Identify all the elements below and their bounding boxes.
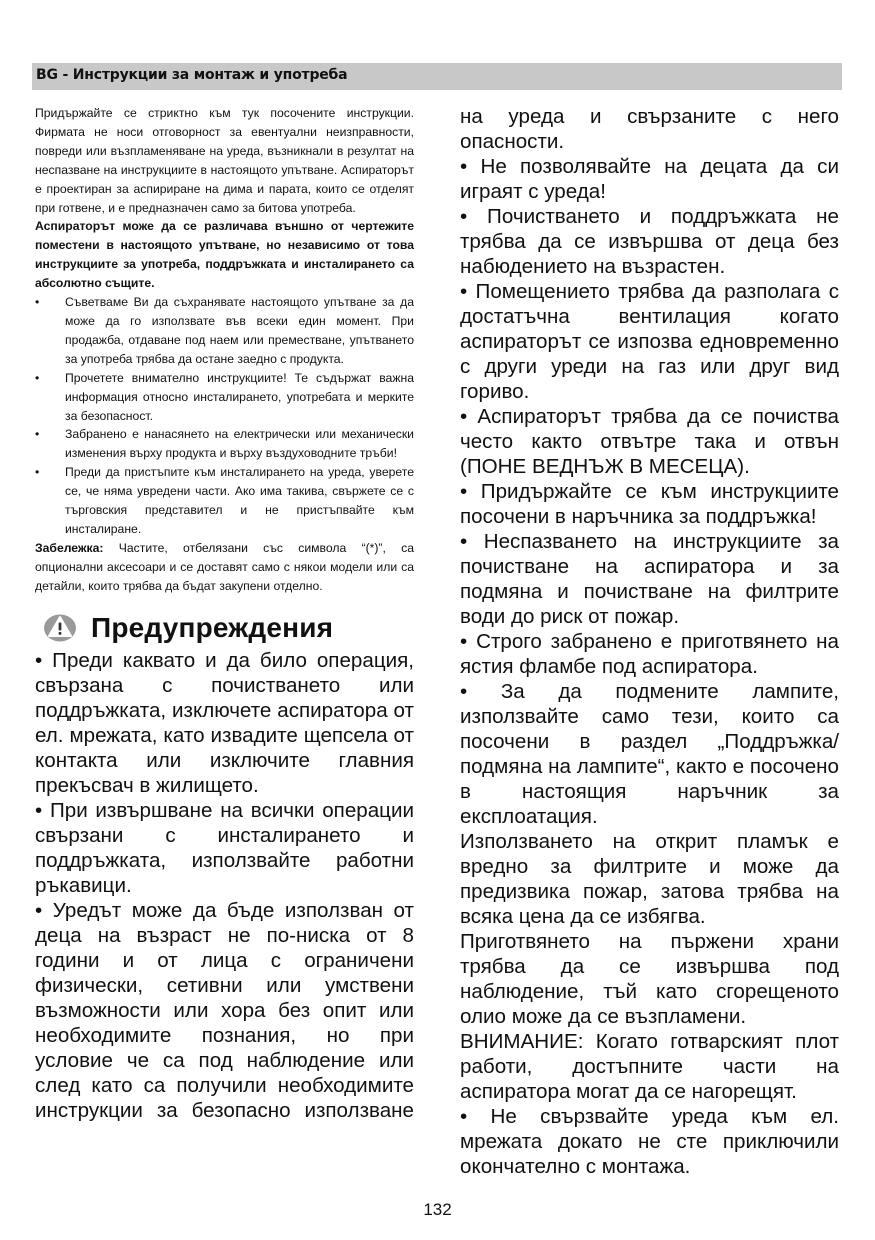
list-item bbox=[35, 463, 414, 539]
list-item bbox=[35, 293, 414, 369]
right-paragraph: • Придържайте се към инструкциите посочени в наръчника за поддръжка! bbox=[460, 480, 839, 528]
warning-paragraph: • При извършване на всички операции свързани с инсталирането и поддръжката, използвайте работни ръкавици. bbox=[35, 798, 414, 897]
right-paragraph: • Аспираторът трябва да се почиства често както отвътре така и отвън (ПОНЕ ВЕДНЪЖ В МЕСЕЦА). bbox=[460, 405, 839, 478]
left-column bbox=[35, 104, 414, 1123]
warning-paragraph: • Преди каквато и да било операция, свързана с почистването или поддръжката, изключете аспиратора от ел. мрежата, като извадите щепсела от контакта или изключите главния прекъсвач в жилището. bbox=[35, 648, 414, 797]
header-title: Инструкции за монтаж и употреба bbox=[72, 67, 348, 83]
header-bar bbox=[32, 63, 842, 90]
note-text: Частите, отбелязани със символа “(*)”, са опционални аксесоари и се доставят само с някои модели или са детайли, които трябва да бъдат закупени отделно. bbox=[35, 540, 414, 593]
list-item-text: Забранено е нанасянето на електрически или механически изменения върху продукта и върху въздуховодните тръби! bbox=[65, 427, 414, 461]
right-paragraph: на уреда и свързаните с него опасности. bbox=[460, 105, 839, 153]
right-paragraph: • Почистването и поддръжката не трябва да се извършва от деца без набюдението на възрастен. bbox=[460, 205, 839, 278]
right-paragraph: • За да подмените лампите, използвайте само тези, които са посочени в раздел „Поддръжка/подмяна на лампите“, както е посочено в настоящия наръчник за експлоатация. bbox=[460, 680, 839, 828]
right-paragraph: • Не позволявайте на децата да си играят с уреда! bbox=[460, 155, 839, 203]
right-paragraph: • Не свързвайте уреда към ел. мрежата докато не сте приключили окончателно с монтажа. bbox=[460, 1105, 839, 1178]
note-paragraph bbox=[35, 539, 414, 596]
intro-paragraph: Придържайте се стриктно към тук посочените инструкции. Фирмата не носи отговорност за евентуални неизправности, повреди или възпламеняване на уреда, възникнали в резултат на неспазване на инструкциите в настоящото упътване. Аспираторът е проектиран за аспириране на дима и парата, които се отделят при готвене, и е предназначен само за битова употреба. bbox=[35, 106, 414, 215]
warnings-heading bbox=[35, 608, 414, 648]
right-paragraph: • Помещението трябва да разполага с достатъчна вентилация когато аспираторът се изпозва едновременно с други уреди на газ или друг вид гориво. bbox=[460, 280, 839, 403]
bullet-list bbox=[35, 293, 414, 539]
list-item bbox=[35, 425, 414, 463]
warnings-title: Предупреждения bbox=[91, 611, 334, 643]
bold-intro-paragraph: Аспираторът може да се различава външно от чертежите поместени в настоящото упътване, но независимо от това инструкциите за употреба, поддръжката и инсталирането са абсолютно същите. bbox=[35, 219, 414, 291]
bullet-icon: • bbox=[35, 427, 40, 442]
right-paragraph: ВНИМАНИЕ: Когато готварският плот работи, достъпните части на аспиратора могат да се нагорещят. bbox=[460, 1030, 839, 1103]
page-number: 132 bbox=[423, 1200, 452, 1219]
right-paragraph: • Строго забранено е приготвянето на ястия фламбе под аспиратора. bbox=[460, 630, 839, 678]
right-column bbox=[460, 104, 839, 1179]
list-item-text: Съветваме Ви да съхранявате настоящото упътване за да може да го използвате във всеки един момент. При продажба, отдаване под наем или преместване, упътването за употреба трябва да остане заедно с продукта. bbox=[65, 295, 414, 366]
list-item-text: Преди да пристъпите към инсталирането на уреда, уверете се, че няма увредени части. Ако има такива, свържете се с търговския представител и не пристъпвайте към инсталиране. bbox=[65, 465, 414, 536]
bullet-icon: • bbox=[35, 465, 40, 480]
warning-icon bbox=[43, 611, 77, 645]
list-item-text: Прочетете внимателно инструкциите! Те съдържат важна информация относно инсталирането, употребата и мерките за безопасност. bbox=[65, 370, 414, 423]
bullet-icon: • bbox=[35, 370, 40, 385]
right-paragraph: • Неспазването на инструкциите за почистване на аспиратора и за подмяна и почистване на филтрите води до риск от пожар. bbox=[460, 530, 839, 628]
right-paragraph: Използването на открит пламък е вредно за филтрите и може да предизвика пожар, затова трябва на всяка цена да се избягва. bbox=[460, 830, 839, 928]
header-lang: BG bbox=[36, 67, 58, 83]
header-separator: - bbox=[62, 67, 73, 83]
warning-paragraph: • Уредът може да бъде използван от деца на възраст не по-ниска от 8 години и от лица с ограничени физически, сетивни или умствени възможности или хора без опит или необходимите познания, но при условие че са под наблюдение или след като са получили необходимите инструкции за безопасно използване bbox=[35, 898, 414, 1122]
right-paragraph: Приготвянето на пържени храни трябва да се извършва под наблюдение, тъй като сгорещеното олио може да се възпламени. bbox=[460, 930, 839, 1028]
list-item bbox=[35, 369, 414, 426]
bullet-icon: • bbox=[35, 295, 40, 310]
note-label: Забележка: bbox=[35, 540, 104, 555]
